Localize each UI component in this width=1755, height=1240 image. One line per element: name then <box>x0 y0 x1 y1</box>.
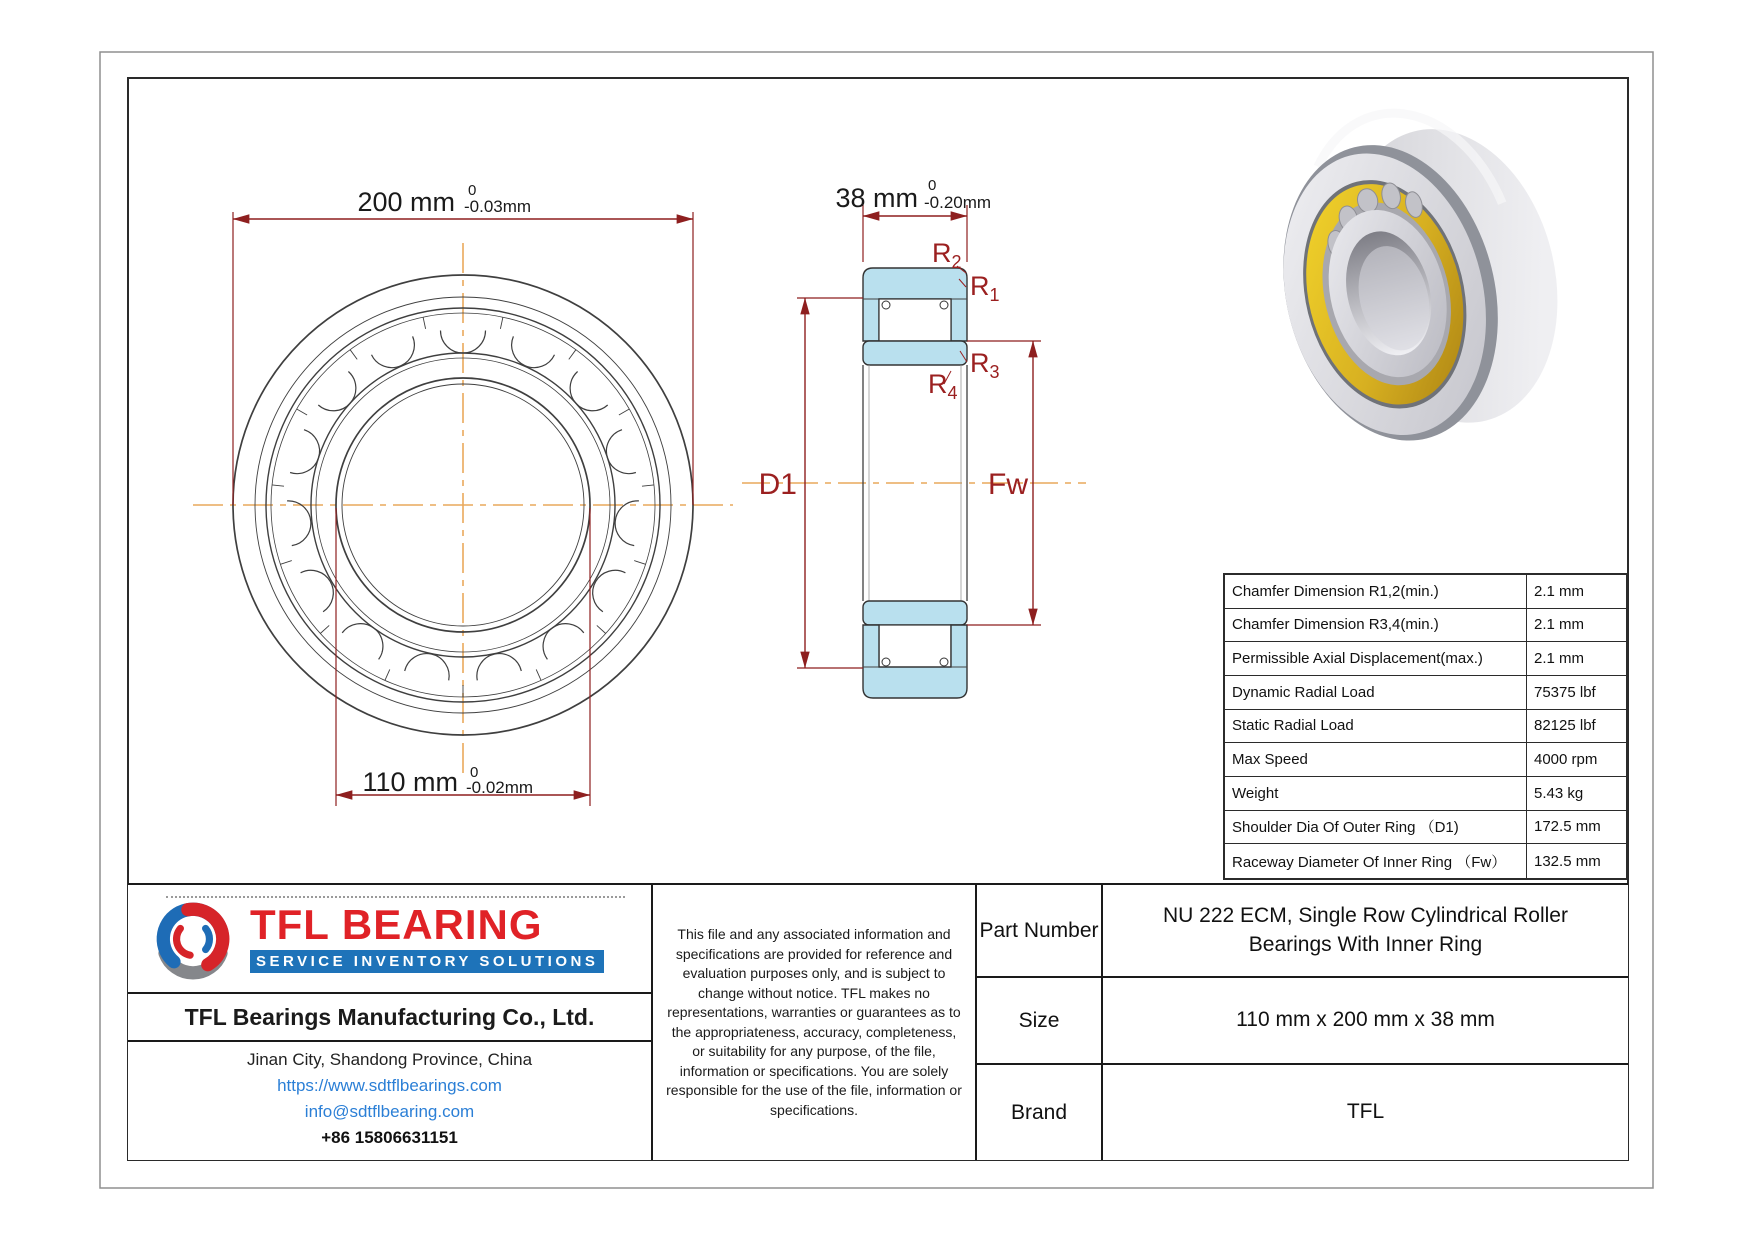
spec-value: 75375 lbf <box>1527 676 1626 710</box>
spec-value: 172.5 mm <box>1527 811 1626 845</box>
company-contact <box>128 1042 651 1160</box>
tfl-logo-icon <box>152 896 234 982</box>
section-view <box>742 177 1086 698</box>
company-address: Jinan City, Shandong Province, China <box>246 1050 533 1069</box>
bore-tolerance-upper: 0 <box>470 764 479 781</box>
company-logo <box>128 885 651 994</box>
bore-dimension-value: 110 mm <box>362 767 458 797</box>
r3-label: $R_3$ <box>970 348 1000 382</box>
email-link[interactable]: info@sdtflbearing.com <box>304 1102 475 1121</box>
spec-value: 2.1 mm <box>1527 642 1626 676</box>
spec-label: Chamfer Dimension R1,2(min.) <box>1225 575 1527 609</box>
od-dimension-value: 200 mm <box>357 187 455 217</box>
part-info-fields <box>977 885 1628 1160</box>
spec-label: Permissible Axial Displacement(max.) <box>1225 642 1527 676</box>
field-label-brand: Brand <box>977 1065 1103 1160</box>
spec-label: Dynamic Radial Load <box>1225 676 1527 710</box>
width-tolerance-upper: 0 <box>928 177 937 194</box>
company-name: TFL Bearings Manufacturing Co., Ltd. <box>128 994 651 1042</box>
spec-label: Chamfer Dimension R3,4(min.) <box>1225 609 1527 643</box>
disclaimer-panel <box>653 885 977 1160</box>
inner-ring-top-section <box>863 341 967 365</box>
website-link[interactable]: https://www.sdtflbearings.com <box>277 1076 502 1095</box>
logo-brand-text: TFL BEARING <box>250 901 543 948</box>
spec-value: 82125 lbf <box>1527 710 1626 744</box>
fw-label: Fw <box>988 468 1028 501</box>
spec-label: Weight <box>1225 777 1527 811</box>
od-tolerance-upper: 0 <box>468 182 477 199</box>
field-value-brand: TFL <box>1346 1100 1385 1124</box>
width-tolerance-lower: -0.20mm <box>924 193 992 212</box>
r4-label: $R_4$ <box>928 369 958 403</box>
spec-value: 4000 rpm <box>1527 743 1626 777</box>
phone-number: +86 15806631151 <box>321 1128 458 1147</box>
inner-ring-bottom-section <box>863 601 967 625</box>
bore-tolerance-lower: -0.02mm <box>466 778 534 797</box>
d1-label: D1 <box>758 468 797 501</box>
spec-value: 2.1 mm <box>1527 609 1626 643</box>
disclaimer-text: This file and any associated information and specifications are provided for reference and evaluation purposes only, and is subject to change without notice. TFL makes no representations, warranties or guarantees as to the appropriateness, accuracy, completeness, or suitability for any purpose, of the file, information or specifications. You are solely responsible for the use of the file, information or specifications. <box>666 926 962 1118</box>
front-view <box>193 182 733 806</box>
field-value-size: 110 mm x 200 mm x 38 mm <box>1103 978 1628 1065</box>
spec-label: Static Radial Load <box>1225 710 1527 744</box>
r1-label: $R_1$ <box>970 271 1000 305</box>
od-tolerance-lower: -0.03mm <box>464 197 532 216</box>
spec-label: Shoulder Dia Of Outer Ring （D1) <box>1225 811 1527 845</box>
spec-label: Max Speed <box>1225 743 1527 777</box>
field-label-size: Size <box>977 978 1103 1065</box>
logo-dotted-line <box>166 896 625 898</box>
bearing-3d-render <box>1247 82 1588 463</box>
title-block <box>128 883 1628 1160</box>
logo-tagline: SERVICE INVENTORY SOLUTIONS <box>250 950 604 973</box>
spec-value: 132.5 mm <box>1534 852 1601 870</box>
field-value-part-number: NU 222 ECM, Single Row Cylindrical Roller Bearings With Inner Ring <box>1103 885 1628 978</box>
specification-table <box>1223 573 1628 880</box>
r2-label: $R_2$ <box>932 238 962 272</box>
spec-value: 5.43 kg <box>1527 777 1626 811</box>
spec-label: Raceway Diameter Of Inner Ring （Fw） <box>1225 844 1527 878</box>
field-label-part-number: Part Number <box>977 885 1103 978</box>
spec-value: 2.1 mm <box>1527 575 1626 609</box>
width-dimension-value: 38 mm <box>835 183 918 213</box>
